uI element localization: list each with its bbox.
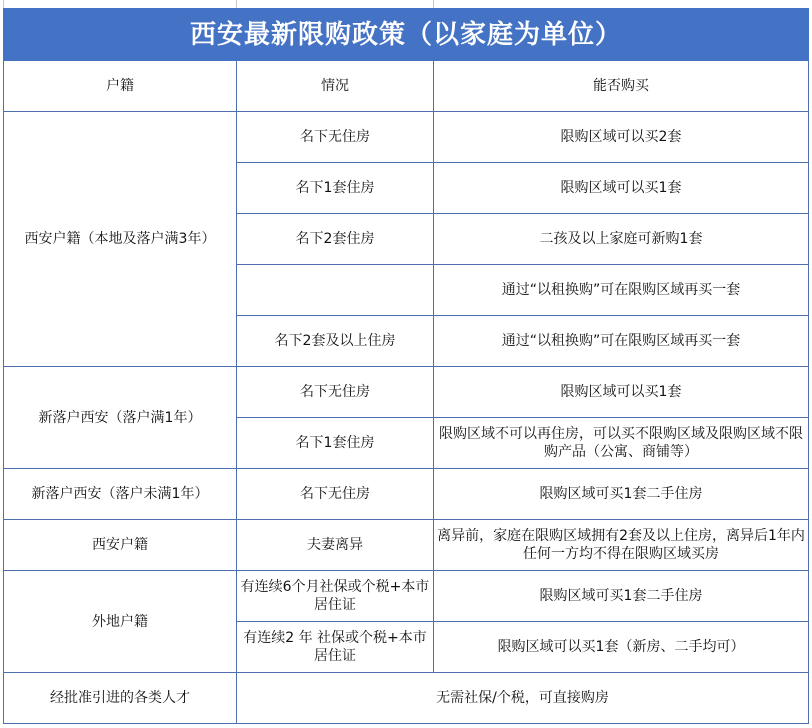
huji-cell: 新落户西安（落户满1年）: [4, 367, 237, 469]
header-row: [4, 61, 809, 112]
table-row: [4, 112, 809, 163]
goumai-cell: 离异前，家庭在限购区域拥有2套及以上住房，离异后1年内任何一方均不得在限购区域买房: [434, 520, 809, 571]
policy-table: [3, 8, 809, 724]
goumai-cell: 限购区域可买1套二手住房: [434, 469, 809, 520]
table-row: [4, 571, 809, 622]
qingkuang-cell: 名下2套及以上住房: [237, 316, 434, 367]
huji-cell: 西安户籍（本地及落户满3年）: [4, 112, 237, 367]
table-row: [4, 367, 809, 418]
qingkuang-cell: 名下1套住房: [237, 163, 434, 214]
huji-cell: 外地户籍: [4, 571, 237, 673]
qingkuang-cell: 夫妻离异: [237, 520, 434, 571]
qingkuang-cell: 有连续6个月社保或个税+本市居住证: [237, 571, 434, 622]
grid-mark: [433, 0, 434, 8]
huji-cell: 经批准引进的各类人才: [4, 673, 237, 724]
goumai-cell: 通过“以租换购”可在限购区域再买一套: [434, 265, 809, 316]
goumai-cell: 限购区域可以买1套: [434, 163, 809, 214]
qingkuang-cell: 名下无住房: [237, 367, 434, 418]
goumai-cell: 限购区域可以买1套: [434, 367, 809, 418]
qingkuang-cell: 名下无住房: [237, 469, 434, 520]
header-goumai: 能否购买: [434, 61, 809, 112]
goumai-cell: 二孩及以上家庭可新购1套: [434, 214, 809, 265]
qingkuang-cell: 名下2套住房: [237, 214, 434, 265]
table-row: [4, 673, 809, 724]
table-row: [4, 520, 809, 571]
goumai-cell: 限购区域不可以再住房，可以买不限购区域及限购区域不限购产品（公寓、商铺等）: [434, 418, 809, 469]
huji-cell: 西安户籍: [4, 520, 237, 571]
table-row: [4, 469, 809, 520]
goumai-cell: 限购区域可以买2套: [434, 112, 809, 163]
header-huji: 户籍: [4, 61, 237, 112]
qingkuang-cell: 有连续2 年 社保或个税+本市居住证: [237, 622, 434, 673]
goumai-cell: 无需社保/个税，可直接购房: [237, 673, 809, 724]
goumai-cell: 限购区域可以买1套（新房、二手均可）: [434, 622, 809, 673]
goumai-cell: 限购区域可买1套二手住房: [434, 571, 809, 622]
grid-mark: [236, 0, 237, 8]
goumai-cell: 通过“以租换购”可在限购区域再买一套: [434, 316, 809, 367]
huji-cell: 新落户西安（落户未满1年）: [4, 469, 237, 520]
qingkuang-cell: 名下1套住房: [237, 418, 434, 469]
grid-mark: [3, 0, 4, 8]
qingkuang-cell: 名下无住房: [237, 112, 434, 163]
header-qingkuang: 情况: [237, 61, 434, 112]
qingkuang-cell: [237, 265, 434, 316]
table-title: 西安最新限购政策（以家庭为单位）: [4, 9, 809, 61]
